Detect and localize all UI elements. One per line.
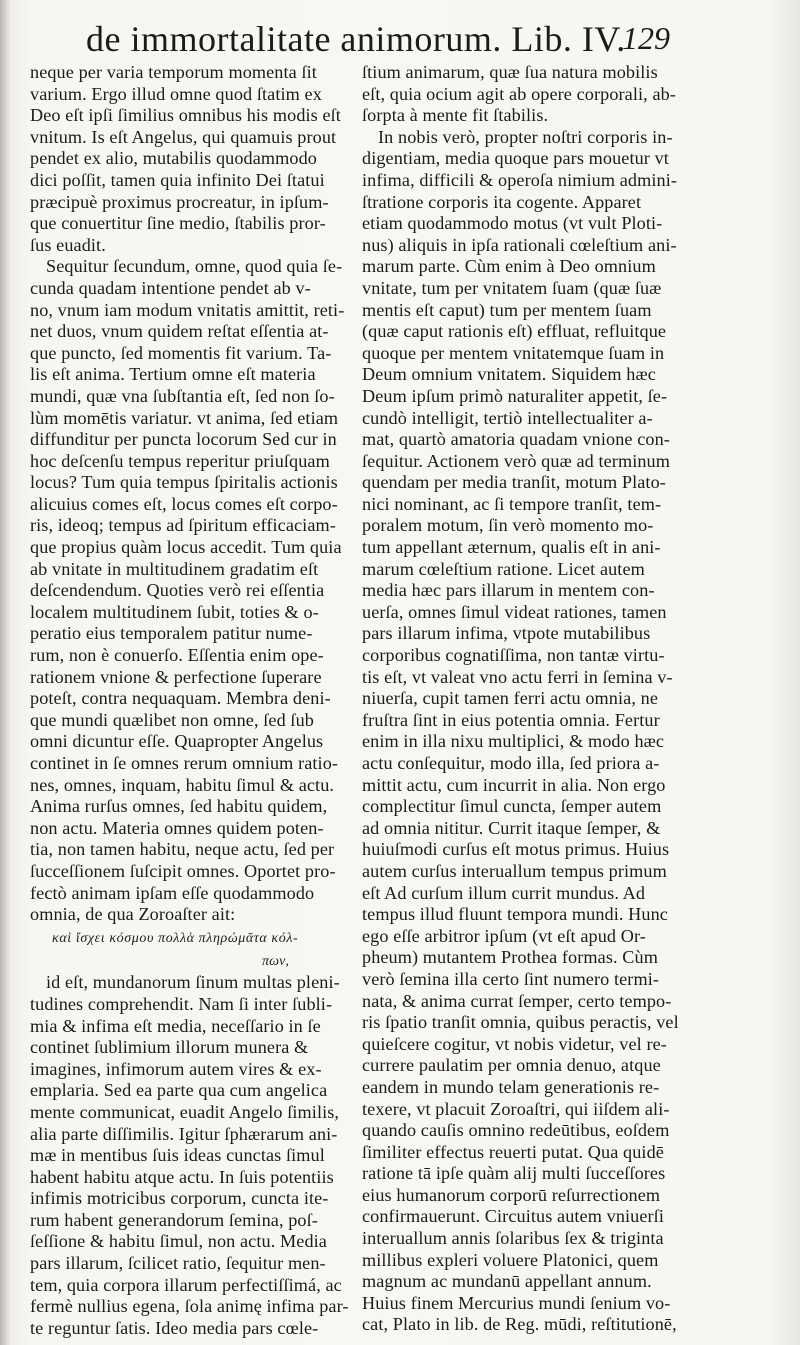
text-line: nus) aliquis in ipſa rationali cœleſtium ani- bbox=[362, 234, 677, 255]
text-line: fermè nullius egena, ſola animę infima par- bbox=[30, 1296, 349, 1317]
text-line: que mundi quælibet non omne, ſed ſub bbox=[30, 709, 314, 730]
text-line: pars illarum infima, vtpote mutabilibus bbox=[362, 623, 651, 644]
right-text-column bbox=[362, 62, 684, 1336]
text-line: verò ſemina illa certo ſint numero termi- bbox=[362, 968, 660, 989]
text-line: net duos, vnum quidem reſtat eſſentia at- bbox=[30, 321, 329, 342]
text-line: etiam quodammodo motus (vt vult Ploti- bbox=[362, 213, 663, 234]
greek-quotation-line: καὶ ἴσχει κόσμου πολλὰ πληρώμᾶτα κόλ- bbox=[52, 930, 299, 946]
text-line: vnitum. Is eſt Angelus, qui quamuis prout bbox=[30, 126, 337, 147]
text-line: enim in illa nixu multiplici, & modo hæc bbox=[362, 731, 665, 752]
text-line: poteſt, contra nequaquam. Membra deni- bbox=[30, 688, 331, 709]
text-line: tia, non tamen habitu, neque actu, ſed per bbox=[30, 839, 335, 860]
text-line: nici nominant, ac ſi tempore tranſit, tem- bbox=[362, 493, 662, 514]
text-line: habent habitu atque actu. In ſuis potentiis bbox=[30, 1166, 334, 1187]
text-line: confirmauerunt. Circuitus autem vniuerſi bbox=[362, 1206, 664, 1227]
paragraph-start-line: In nobis verò, propter noſtri corporis in- bbox=[378, 126, 673, 147]
text-line: Deum omnium vnitatem. Siquidem hæc bbox=[362, 364, 656, 385]
text-line: pendet ex alio, mutabilis quodammodo bbox=[30, 148, 317, 169]
page-gutter-shadow bbox=[0, 0, 10, 1345]
text-line: mentis eſt caput) tum per mentem ſuam bbox=[362, 299, 652, 320]
text-line: deſcendendum. Quoties verò rei eſſentia bbox=[30, 580, 325, 601]
text-line: infima, difficili & operoſa nimium admini- bbox=[362, 169, 678, 190]
text-line: tudines comprehendit. Nam ſi inter ſubli- bbox=[30, 993, 333, 1014]
paragraph-start-line: Sequitur ſecundum, omne, quod quia ſe- bbox=[46, 256, 343, 277]
text-line: ego eſſe arbitror ipſum (vt eſt apud Or- bbox=[362, 925, 646, 946]
text-line: ſucceſſionem ſuſcipit omnes. Oportet pro- bbox=[30, 860, 336, 881]
text-line: que conuertitur ſine medio, ſtabilis pror- bbox=[30, 213, 326, 234]
text-line: infimis motricibus corporum, cuncta ite- bbox=[30, 1188, 329, 1209]
text-line: varium. Ergo illud omne quod ſtatim ex bbox=[30, 83, 322, 104]
text-line: tempus illud fluunt tempora mundi. Hunc bbox=[362, 904, 668, 925]
text-line: mia & infima eſt media, neceſſario in ſe bbox=[30, 1015, 321, 1036]
text-line: eandem in mundo telam generationis re- bbox=[362, 1076, 660, 1097]
text-line: mat, quartò amatoria quadam vnione con- bbox=[362, 429, 670, 450]
text-line: autem curſus interuallum tempus primum bbox=[362, 860, 667, 881]
text-line: ſorpta à mente fit ſtabilis. bbox=[362, 105, 549, 126]
text-line: lis eſt anima. Tertium omne eſt materia bbox=[30, 364, 316, 385]
text-line: fruſtra ſint in eius potentia omnia. Fertur bbox=[362, 709, 660, 730]
text-line: huiuſmodi curſus eſt motus primus. Huius bbox=[362, 839, 670, 860]
text-line: lùm momētis variatur. vt anima, ſed etiam bbox=[30, 407, 339, 428]
text-line: continet ſublimium illorum munera & bbox=[30, 1037, 309, 1058]
text-line: mæ in mentibus ſuis ideas cunctas ſimul bbox=[30, 1145, 325, 1166]
text-line: marum parte. Cùm enim à Deo omnium bbox=[362, 256, 656, 277]
text-line: mundi, quæ vna ſubſtantia eſt, ſed non ſo- bbox=[30, 385, 335, 406]
text-line: cundò intelligit, tertiò intellectualiter a- bbox=[362, 407, 653, 428]
text-line: uerſa, omnes ſimul videat rationes, tamen bbox=[362, 601, 667, 622]
text-line: cat, Plato in lib. de Reg. mūdi, reſtitutionē, bbox=[362, 1314, 677, 1335]
text-line: interuallum annis ſolaribus ſex & triginta bbox=[362, 1228, 664, 1249]
text-line: nata, & anima currat ſemper, certo tempo- bbox=[362, 990, 672, 1011]
text-line: ratione tā ipſe quàm alij multi ſucceſſores bbox=[362, 1163, 666, 1184]
text-line: rum, non è conuerſo. Eſſentia enim ope- bbox=[30, 645, 324, 666]
text-line: Deum ipſum primò naturaliter appetit, ſe- bbox=[362, 385, 668, 406]
text-line: omnia, de qua Zoroaſter ait: bbox=[30, 904, 236, 925]
text-line: ris ſpatio tranſit omnia, quibus peractis, vel bbox=[362, 1012, 679, 1033]
text-line: præcipuè proximus procreatur, in ipſum- bbox=[30, 191, 329, 212]
text-line: alia parte diſſimilis. Igitur ſphærarum ani- bbox=[30, 1123, 338, 1144]
text-line: eſt Ad curſum illum currit mundus. Ad bbox=[362, 882, 646, 903]
text-line: tem, quia corpora illarum perfectiſſimá, ac bbox=[30, 1274, 342, 1295]
text-line: (quæ caput rationis eſt) effluat, refluitque bbox=[362, 321, 667, 342]
text-line: rationem vnione & perfectione ſuperare bbox=[30, 666, 322, 687]
text-line: peratio eius temporalem patitur nume- bbox=[30, 623, 313, 644]
text-line: eius humanorum corporū reſurrectionem bbox=[362, 1184, 661, 1205]
page-number: 129 bbox=[622, 20, 670, 56]
text-line: emplaria. Sed ea parte qua cum angelica bbox=[30, 1080, 328, 1101]
text-line: vnitate, tum per vnitatem ſuam (quæ ſuæ bbox=[362, 277, 662, 298]
text-line: tis eſt, vt valeat vno actu ferri in ſemina v- bbox=[362, 666, 673, 687]
text-line: omni dicuntur eſſe. Quapropter Angelus bbox=[30, 731, 324, 752]
text-line: ſequitur. Actionem verò quæ ad terminum bbox=[362, 450, 670, 471]
text-line: millibus expleri voluere Platonici, quem bbox=[362, 1249, 659, 1270]
text-line: media hæc pars illarum in mentem con- bbox=[362, 580, 655, 601]
text-line: te reguntur ſatis. Ideo media pars cœle- bbox=[30, 1317, 319, 1338]
text-line: que puncto, ſed momentis fit varium. Ta- bbox=[30, 342, 332, 363]
text-line: rum habent generandorum ſemina, poſ- bbox=[30, 1209, 318, 1230]
text-line: non actu. Materia omnes quidem poten- bbox=[30, 817, 324, 838]
text-line: Anima rurſus omnes, ſed habitu quidem, bbox=[30, 796, 328, 817]
text-line: dici poſſit, tamen quia infinito Dei ſtatui bbox=[30, 169, 325, 190]
text-line: diffunditur per puncta locorum Sed cur in bbox=[30, 429, 337, 450]
text-line: que propius quàm locus accedit. Tum quia bbox=[30, 537, 342, 558]
text-line: fectò animam ipſam eſſe quodammodo bbox=[30, 882, 315, 903]
text-line: Deo eſt ipſi ſimilius omnibus his modis eſt bbox=[30, 105, 341, 126]
text-line: ſus euadit. bbox=[30, 234, 106, 255]
text-line: mittit actu, cum incurrit in alia. Non ergo bbox=[362, 774, 666, 795]
text-line: quando cauſis omnino redeūtibus, eoſdem bbox=[362, 1120, 670, 1141]
text-line: mente communicat, euadit Angelo ſimilis, bbox=[30, 1101, 340, 1122]
text-line: locus? Tum quia tempus ſpiritalis actionis bbox=[30, 472, 338, 493]
text-line: ab vnitate in multitudinem gradatim eſt bbox=[30, 558, 319, 579]
text-line: niuerſa, cupit tamen ferri actu omnia, ne bbox=[362, 688, 658, 709]
text-line: quendam per media tranſit, motum Plato- bbox=[362, 472, 666, 493]
text-line: digentiam, media quoque pars mouetur vt bbox=[362, 148, 669, 169]
text-line: currere paulatim per omnia denuo, atque bbox=[362, 1055, 661, 1076]
text-line: magnum ac mundanū appellant annum. bbox=[362, 1271, 652, 1292]
text-line: ris, ideoq; tempus ad ſpiritum efficaciam- bbox=[30, 515, 336, 536]
running-title: de immortalitate animorum. Lib. IV. bbox=[86, 19, 626, 59]
text-line: no, vnum iam modum vnitatis amittit, reti- bbox=[30, 299, 345, 320]
text-line: ſtratione corporis ita cogente. Apparet bbox=[362, 191, 642, 212]
left-text-column bbox=[30, 62, 355, 1339]
text-line: Huius finem Mercurius mundi ſenium vo- bbox=[362, 1292, 671, 1313]
text-line: localem multitudinem ſubit, toties & o- bbox=[30, 601, 319, 622]
text-line: ſeſſione & habitu ſimul, non actu. Media bbox=[30, 1231, 327, 1252]
text-line: imagines, infimorum autem vires & ex- bbox=[30, 1058, 322, 1079]
text-line: neque per varia temporum momenta ſit bbox=[30, 62, 317, 82]
text-line: actu conſequitur, modo illa, ſed priora a- bbox=[362, 753, 660, 773]
text-line: pars illarum, ſcilicet ratio, ſequitur men- bbox=[30, 1253, 326, 1274]
text-line: ſimiliter effectus reuerti putat. Qua quidē bbox=[362, 1141, 664, 1162]
text-line: eſt, quia ocium agit ab opere corporali, ab- bbox=[362, 83, 676, 104]
text-line: complectitur ſimul cuncta, ſemper autem bbox=[362, 796, 662, 817]
text-line: id eſt, mundanorum ſinum multas pleni- bbox=[46, 972, 340, 993]
text-line: pheum) mutantem Prothea formas. Cùm bbox=[362, 947, 658, 968]
greek-quotation-continuation: πων, bbox=[262, 953, 290, 969]
text-line: quoque per mentem vnitatemque ſuam in bbox=[362, 342, 665, 363]
text-line: texere, vt placuit Zoroaſtri, qui iiſdem ali- bbox=[362, 1098, 670, 1119]
text-line: tum appellant æternum, qualis eſt in ani- bbox=[362, 537, 661, 558]
text-line: quieſcere cogitur, vt nobis videtur, vel re- bbox=[362, 1033, 667, 1054]
text-line: poralem motum, ſin verò momento mo- bbox=[362, 515, 654, 536]
text-line: continet in ſe omnes rerum omnium ratio- bbox=[30, 753, 339, 773]
text-line: ſtium animarum, quæ ſua natura mobilis bbox=[362, 62, 658, 82]
text-line: corporibus cognatiſſima, non tantæ virtu- bbox=[362, 645, 665, 666]
text-line: hoc deſcenſu tempus reperitur priuſquam bbox=[30, 450, 330, 471]
text-line: nes, omnes, inquam, habitu ſimul & actu. bbox=[30, 774, 335, 795]
text-line: marum cœleſtium ratione. Licet autem bbox=[362, 558, 645, 579]
text-line: ad omnia nititur. Currit itaque ſemper, & bbox=[362, 817, 661, 838]
text-line: alicuius comes eſt, locus comes eſt corpo- bbox=[30, 493, 338, 514]
text-line: cunda quadam intentione pendet ab v- bbox=[30, 277, 311, 298]
